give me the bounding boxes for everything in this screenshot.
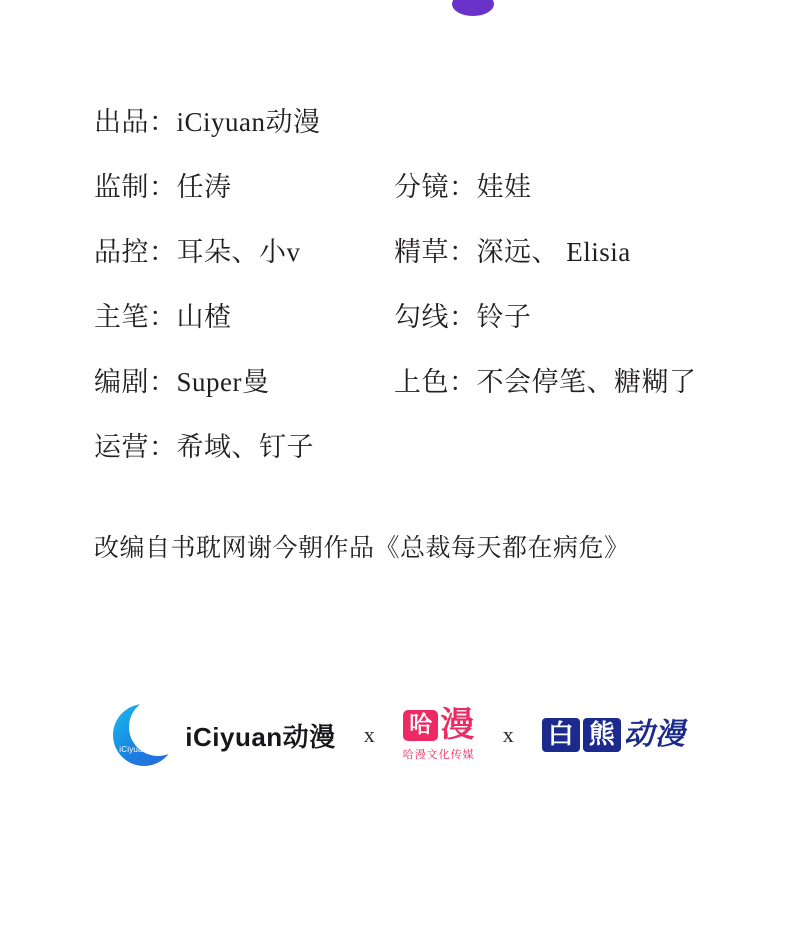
credit-value: 铃子 — [476, 302, 532, 332]
credit-label: 分镜： — [394, 172, 477, 202]
credit-value: 山楂 — [176, 302, 232, 332]
baixiong-word: 动漫 — [623, 718, 686, 751]
credit-entry — [94, 165, 394, 204]
baixiong-box-char-1: 白 — [542, 718, 580, 752]
credit-entry — [394, 165, 754, 204]
credit-label: 勾线： — [394, 302, 477, 332]
credit-label: 编剧： — [94, 367, 177, 397]
logo-separator: x — [502, 722, 514, 747]
credit-entry — [394, 230, 754, 269]
credit-value: 耳朵、小v — [176, 237, 301, 267]
credit-label: 精草： — [394, 237, 477, 267]
credit-row — [94, 100, 754, 142]
credit-value: 娃娃 — [476, 172, 532, 202]
baixiong-logo — [542, 718, 686, 752]
credit-value: 任涛 — [176, 172, 232, 202]
credit-row — [94, 165, 754, 207]
haman-box-char: 哈 — [403, 710, 438, 741]
credit-value: iCiyuan动漫 — [176, 107, 321, 137]
credit-entry — [94, 230, 394, 269]
credit-entry — [394, 360, 754, 399]
credit-entry — [94, 295, 394, 334]
credit-label: 上色： — [394, 367, 477, 397]
credit-entry — [94, 425, 394, 464]
haman-script-char: 漫 — [440, 707, 475, 744]
adaptation-note: 改编自书耽网谢今朝作品《总裁每天都在病危》 — [94, 535, 630, 562]
credit-row — [94, 295, 754, 337]
credit-value: 深远、 Elisia — [476, 237, 631, 267]
moon-mark-text: iCiyuan — [119, 745, 148, 754]
credit-entry — [94, 100, 394, 139]
haman-logo — [403, 708, 475, 762]
credit-entry — [394, 295, 754, 334]
credit-row — [94, 230, 754, 272]
credits-list — [94, 100, 754, 490]
credit-row — [94, 360, 754, 402]
iciyuan-brand-text: iCiyuan动漫 — [185, 721, 336, 752]
credit-label: 出品： — [94, 107, 177, 137]
credit-value: 希域、钉子 — [176, 432, 314, 462]
credit-label: 主笔： — [94, 302, 177, 332]
credit-label: 运营： — [94, 432, 177, 462]
credit-label: 监制： — [94, 172, 177, 202]
partner-logo-strip — [0, 690, 799, 780]
iciyuan-logo — [113, 704, 335, 766]
credit-value: Super曼 — [176, 367, 270, 397]
baixiong-box-char-2: 熊 — [583, 718, 621, 752]
crescent-moon-icon — [113, 704, 175, 766]
credit-entry — [94, 360, 394, 399]
logo-separator: x — [363, 722, 375, 747]
credit-value: 不会停笔、糖糊了 — [476, 367, 697, 397]
credit-row — [94, 425, 754, 467]
credit-label: 品控： — [94, 237, 177, 267]
haman-subtitle: 哈漫文化传媒 — [402, 749, 475, 761]
decorative-purple-dot — [452, 0, 494, 16]
